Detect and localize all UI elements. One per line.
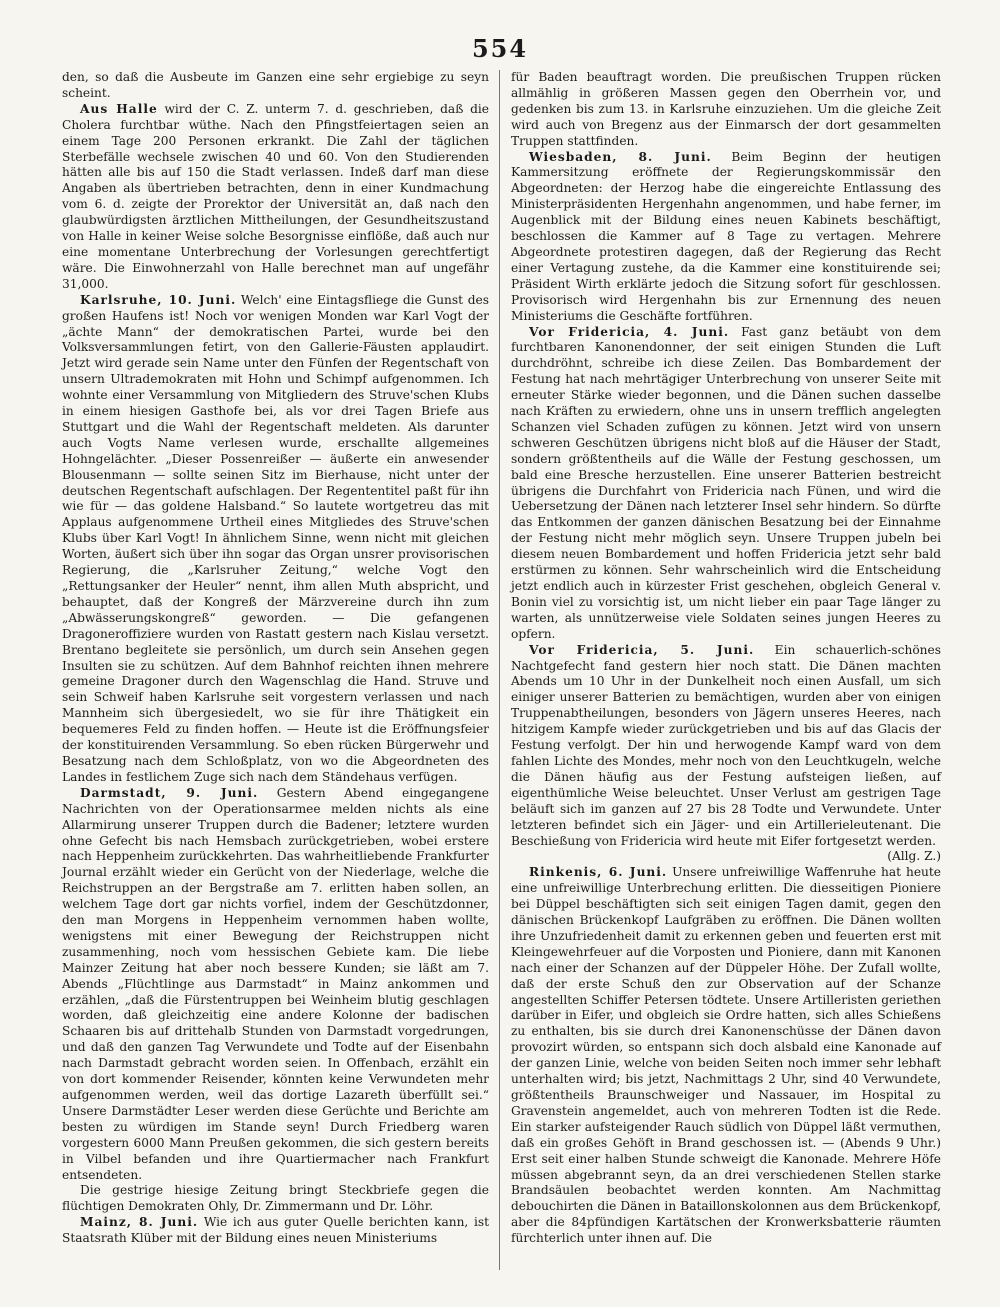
article-text: Fast ganz betäubt von dem furchtbaren Kanonendonner, der seit einigen Stunden die Luft durchdröhnt, schreibe ich diese Zeilen. Das Bombardement der Festung hat nach mehrtägiger Unterbrechung von unserer Seite mit erneuter Stärke wieder begonnen, und die Dänen suchen dasselbe nach Kräften zu erwiedern, ohne uns in unsern trefflich angelegten Schanzen viel Schaden zufügen zu können. Jetzt wird von unsern schweren Geschützen übrigens nicht bloß auf die Häuser der Stadt, sondern größtentheils auf die Wälle der Festung geschossen, um bald eine Bresche herzustellen. Eine unserer Batterien bestreicht übrigens die Durchfahrt von Fridericia nach Fünen, und wird die Uebersetzung der Dänen nach letzterer Insel sehr hindern. So dürfte das Entkommen der ganzen dänischen Besatzung bei der Einnahme der Festung nicht mehr möglich seyn. Unsere Truppen jubeln bei diesem neuen Bombardement und hoffen Fridericia jetzt sehr bald erstürmen zu können. Sehr wahrscheinlich wird die Entscheidung jetzt endlich auch in kürzester Frist geschehen, obgleich General v. Bonin viel zu vorsichtig ist, um nicht lieber ein paar Tage länger zu warten, als unnützerweise viele Soldaten seines jungen Heeres zu opfern. bbox=[511, 324, 941, 641]
article-dateline: Darmstadt, 9. Juni. bbox=[80, 785, 259, 800]
article-dateline: Vor Fridericia, 4. Juni. bbox=[529, 324, 730, 339]
article-dateline: Mainz, 8. Juni. bbox=[80, 1215, 199, 1230]
article-text: Ein schauerlich-schönes Nachtgefecht fand gestern hier noch statt. Die Dänen machten Abends um 10 Uhr in der Dunkelheit noch einen Ausfall, um sich einiger unserer Batterien zu bemächtigen, wurden aber von einigen Truppenabtheilungen, besonders von Jägern unseres Heeres, nach hitzigem Kampfe wieder zurückgetrieben und bis auf das Glacis der Festung verfolgt. Der hin und herwogende Kampf ward von dem fahlen Lichte des Mondes, mehr noch von den Leuchtkugeln, welche die Dänen häufig aus der Festung aufsteigen ließen, auf eigenthümliche Weise beleuchtet. Unser Verlust am gestrigen Tage beläuft sich im ganzen auf 27 bis 28 Todte und Verwundete. Unter letzteren befindet sich ein Jäger- und ein Artillerieleutenant. Die Beschießung von Fridericia wird heute mit Eifer fortgesetzt werden. bbox=[511, 642, 941, 848]
left-column bbox=[62, 70, 489, 1247]
article-text: Unsere unfreiwillige Waffenruhe hat heute eine unfreiwillige Unterbrechung erlitten. Die diesseitigen Pioniere bei Düppel beschäftigten sich seit einigen Tagen damit, gegen den dänischen Brückenkopf Laufgräben zu eröffnen. Die Dänen wollten ihre Unzufriedenheit damit zu erkennen geben und feuerten erst mit Kleingewehrfeuer auf die Vorposten und Pioniere, dann mit Kanonen nach einer der Schanzen auf der Düppeler Höhe. Der Zufall wollte, daß der erste Schuß den zur Observation auf der Schanze angestellten Schiffer Petersen tödtete. Unsere Artilleristen geriethen darüber in Eifer, und obgleich sie Ordre hatten, sich alles Schießens zu enthalten, bis sie durch drei Kanonenschüsse der Dänen davon provozirt würden, so entspann sich doch alsbald eine Kanonade auf der ganzen Linie, welche von beiden Seiten noch immer sehr lebhaft unterhalten wird; bis jetzt, Nachmittags 2 Uhr, sind 40 Verwundete, größtentheils Braunschweiger und Nassauer, im Hospital zu Gravenstein angemeldet, auch von mehreren Todten ist die Rede. Ein starker aufsteigender Rauch südlich von Düppel läßt vermuthen, daß ein großes Gehöft in Brand geschossen ist. — (Abends 9 Uhr.) Erst seit einer halben Stunde schweigt die Kanonade. Mehrere Höfe müssen abgebrannt seyn, da an drei verschiedenen Stellen starke Brandsäulen beobachtet werden konnten. Am Nachmittag debouchirten die Dänen in Bataillonskolonnen aus dem Brückenkopf, aber die 84pfündigen Kartätschen der Kronwerksbatterie räumten fürchterlich unter ihnen auf. Die bbox=[511, 865, 942, 1246]
article-text: den, so daß die Ausbeute im Ganzen eine sehr ergiebige zu seyn scheint. bbox=[62, 70, 489, 100]
article-text: Wie ich aus guter Quelle berichten kann, ist Staatsrath Klüber mit der Bildung eines neuen Ministeriums bbox=[62, 1215, 489, 1246]
article-paragraph bbox=[62, 1183, 489, 1215]
article-dateline: Aus Halle bbox=[80, 101, 158, 116]
column-divider bbox=[499, 70, 500, 1270]
article-text: Die gestrige hiesige Zeitung bringt Steckbriefe gegen die flüchtigen Demokraten Ohly, Dr. Zimmermann und Dr. Löhr. bbox=[62, 1183, 489, 1214]
article-text: Gestern Abend eingegangene Nachrichten von der Operationsarmee melden nichts als eine Allarmirung unserer Truppen durch die Badener; letztere wurden ohne Gefecht bis nach Hemsbach zurückgetrieben, wobei erstere nach Heppenheim zurückkehrten. Das wahrheitliebende Frankfurter Journal erzählt wieder ein Gerücht von der Niederlage, welche die Reichstruppen an der Bergstraße am 7. erlitten haben sollen, an welchem Tage dort gar nichts vorfiel, indem der Geschützdonner, den man Morgens in Heppenheim vernommen haben wollte, wenigstens mit einer Bewegung der Reichstruppen nicht zusammenhing, noch vom hessischen Gebiete kam. Die liebe Mainzer Zeitung hat aber noch bessere Kunden; sie läßt am 7. Abends „Flüchtlinge aus Darmstadt“ in Mainz ankommen und erzählen, „daß die Fürstentruppen bei Weinheim blutig geschlagen worden, daß gleichzeitig eine andere Kolonne der badischen Schaaren bis auf drittehalb Stunden von Darmstadt vorgedrungen, und daß den ganzen Tag Verwundete und Todte auf der Eisenbahn nach Darmstadt gebracht worden seien. In Offenbach, erzählt ein von dort kommender Reisender, könnten keine Verwundeten mehr aufgenommen werden, weil das dortige Lazareth überfüllt sei.“ Unsere Darmstädter Leser werden diese Gerüchte und Berichte am besten zu würdigen im Stande seyn! Durch Friedberg waren vorgestern 6000 Mann Preußen gekommen, die sich gestern bereits in Vilbel befanden und ihre Quartiermacher nach Frankfurt entsendeten. bbox=[62, 785, 489, 1182]
page-number: 554 bbox=[471, 34, 529, 63]
article-text: wird der C. Z. unterm 7. d. geschrieben, daß die Cholera furchtbar wüthe. Nach den Pfingstfeiertagen seien an einem Tage 200 Personen erkrankt. Die Zahl der täglichen Sterbefälle wechsele zwischen 40 und 60. Von den Studierenden hätten alle bis auf 150 die Stadt verlassen. Indeß darf man diese Angaben als übertrieben betrachten, denn in einer Kundmachung vom 6. d. zeigte der Prorektor der Universität an, daß nach den glaubwürdigsten ärztlichen Mittheilungen, der Gesundheitszustand von Halle in keiner Weise solche Besorgnisse einflöße, daß auch nur eine momentane Unterbrechung der Vorlesungen gerechtfertigt wäre. Die Einwohnerzahl von Halle berechnet man auf ungefähr 31,000. bbox=[62, 101, 489, 291]
article-dateline: Karlsruhe, 10. Juni. bbox=[80, 292, 237, 307]
article-paragraph bbox=[62, 293, 489, 786]
article-paragraph bbox=[511, 70, 941, 150]
article-text: für Baden beauftragt worden. Die preußischen Truppen rücken allmählig in größeren Massen gegen den Oberrhein vor, und gedenken bis zum 13. in Karlsruhe einzuziehen. Um die gleiche Zeit wird auch von Bregenz aus der Einmarsch der dort gesammelten Truppen stattfinden. bbox=[511, 70, 941, 148]
article-paragraph bbox=[62, 70, 489, 102]
article-paragraph bbox=[62, 786, 489, 1184]
article-paragraph bbox=[511, 325, 941, 643]
article-paragraph bbox=[511, 643, 941, 866]
article-paragraph bbox=[62, 1215, 489, 1247]
right-column bbox=[511, 70, 941, 1247]
article-dateline: Wiesbaden, 8. Juni. bbox=[529, 149, 712, 164]
article-paragraph bbox=[511, 150, 941, 325]
article-source: (Allg. Z.) bbox=[887, 849, 941, 864]
article-dateline: Rinkenis, 6. Juni. bbox=[529, 865, 668, 880]
article-dateline: Vor Fridericia, 5. Juni. bbox=[529, 642, 755, 657]
article-text: Beim Beginn der heutigen Kammersitzung eröffnete der Regierungskommissär den Abgeordneten: der Herzog habe die eingereichte Entlassung des Ministerpräsidenten Hergenhahn angenommen, und habe ferner, im Augenblick mit der Bildung eines neuen Kabinets beschäftigt, beschlossen die Kammer auf 8 Tage zu vertagen. Mehrere Abgeordnete protestiren dagegen, daß der Regierung das Recht einer Vertagung zustehe, da die Kammer eine konstituirende sei; Präsident Wirth erklärte jedoch die Sitzung sofort für geschlossen. Provisorisch wird Hergenhahn bis zur Ernennung des neuen Ministeriums die Geschäfte fortführen. bbox=[511, 149, 941, 323]
article-paragraph bbox=[62, 102, 489, 293]
article-paragraph bbox=[511, 865, 941, 1247]
article-text: Welch' eine Eintagsfliege die Gunst des großen Haufens ist! Noch vor wenigen Monden war Karl Vogt der „ächte Mann“ der demokratischen Partei, wurde bei den Volksversammlungen fetirt, von den Gallerie-Fäusten applaudirt. Jetzt wird gerade sein Name unter den Fünfen der Regentschaft von unsern Ultrademokraten mit Hohn und Schimpf aufgenommen. Ich wohnte einer Versammlung von Mitgliedern des Struve'schen Klubs in einem hiesigen Gasthofe bei, als vor drei Tagen Briefe aus Stuttgart und die Wahl der Regentschaft meldeten. Als darunter auch Vogts Name verlesen wurde, erschallte allgemeines Hohngelächter. „Dieser Possenreißer — äußerte ein anwesender Blousenmann — sollte seinen Sitz im Bierhause, nicht unter der deutschen Regentschaft aufschlagen. Der Regententitel paßt für ihn wie für — das goldene Halsband.“ So lautete wortgetreu das mit Applaus aufgenommene Urtheil eines Mitgliedes des Struve'schen Klubs über Karl Vogt! In ähnlichem Sinne, wenn nicht mit gleichen Worten, äußert sich über ihn sogar das Organ unsrer provisorischen Regierung, die „Karlsruher Zeitung,“ welche Vogt den „Rettungsanker der Heuler“ nennt, ihm allen Muth abspricht, und behauptet, daß der Kongreß der Märzvereine durch ihn zum „Abwässerungskongreß“ geworden. — Die gefangenen Dragoneroffiziere wurden von Rastatt gestern nach Kislau versetzt. Brentano begleitete sie persönlich, um durch sein Ansehen gegen Insulten sie zu schützen. Auf dem Bahnhof reichten ihnen mehrere gemeine Dragoner durch den Wagenschlag die Hand. Struve und sein Schweif haben Karlsruhe seit vorgestern verlassen und nach Mannheim sich übergesiedelt, wo sie für ihre Thätigkeit ein bequemeres Feld zu finden hoffen. — Heute ist die Eröffnungsfeier der konstituirenden Versammlung. So eben rücken Bürgerwehr und Besatzung nach dem Schloßplatz, von wo die Abgeordneten des Landes in festlichem Zuge sich nach dem Ständehaus verfügen. bbox=[62, 292, 489, 784]
